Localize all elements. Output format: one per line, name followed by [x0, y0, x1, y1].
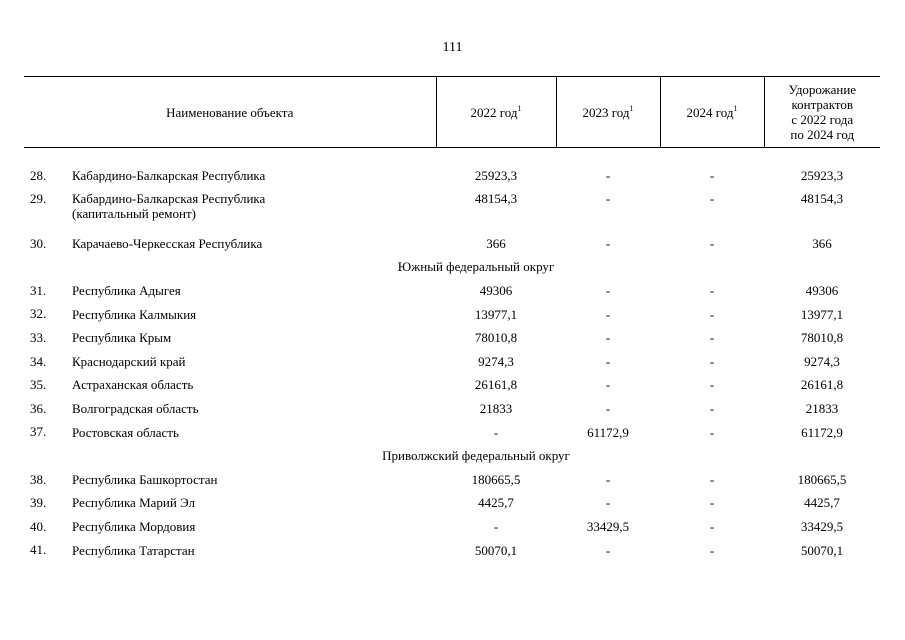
row-number: 33. — [30, 329, 47, 345]
value-y2024: - — [709, 283, 715, 299]
value-y2023: - — [605, 353, 611, 369]
value-total: 61172,9 — [801, 424, 843, 440]
column-header-total: Удорожание контрактов с 2022 года по 2024 год — [764, 77, 880, 148]
table-row — [24, 164, 880, 188]
object-name: Республика Адыгея — [72, 283, 181, 299]
footnote-mark: 1 — [629, 103, 634, 113]
value-y2023: - — [605, 190, 611, 206]
value-total: 49306 — [805, 283, 839, 299]
value-total: 13977,1 — [800, 306, 844, 322]
value-y2023: - — [605, 401, 611, 417]
value-y2023: - — [605, 283, 611, 299]
value-y2022: 21833 — [479, 401, 513, 417]
object-name-cell — [24, 164, 436, 188]
value-y2024: - — [709, 542, 715, 558]
column-header-name: Наименование объекта — [24, 77, 436, 148]
section-title: Приволжский федеральный округ — [382, 448, 570, 464]
page-number: 111 — [442, 40, 463, 55]
object-name: Ростовская область — [72, 424, 179, 440]
table-row — [24, 326, 880, 350]
object-name-cell — [24, 491, 436, 515]
object-name-cell — [24, 420, 436, 444]
column-header-2023: 2023 год$^1$ — [556, 77, 660, 148]
value-total: 4425,7 — [804, 495, 840, 511]
value-y2024: - — [709, 330, 715, 346]
row-number: 28. — [30, 168, 47, 183]
value-total: 26161,8 — [800, 377, 844, 393]
value-y2024: - — [709, 424, 715, 440]
footnote-mark: 1 — [733, 103, 738, 113]
value-total: 21833 — [805, 401, 839, 417]
object-name: Республика Калмыкия — [72, 306, 197, 322]
object-name: Республика Мордовия — [72, 519, 196, 535]
value-y2023: 33429,5 — [586, 519, 630, 535]
value-total: 50070,1 — [800, 542, 844, 558]
table-row — [24, 397, 880, 421]
row-number: 30. — [30, 235, 47, 251]
value-y2022: 180665,5 — [471, 471, 521, 487]
value-y2022: 13977,1 — [474, 306, 518, 322]
object-name: Республика Башкортостан — [72, 471, 218, 487]
object-name-cell — [24, 515, 436, 539]
object-name-cell — [24, 397, 436, 421]
object-name-cell — [24, 279, 436, 303]
table-body — [24, 148, 880, 562]
object-name: Кабардино-Балкарская Республика — [72, 168, 266, 184]
object-name-cell — [24, 538, 436, 562]
table-row — [24, 232, 880, 256]
row-number: 39. — [30, 495, 47, 511]
value-total: 78010,8 — [800, 330, 844, 346]
value-y2024: - — [709, 401, 715, 417]
object-name-cell — [24, 350, 436, 374]
value-y2024: - — [709, 519, 715, 535]
value-y2024: - — [709, 495, 715, 511]
row-number: 40. — [30, 518, 47, 534]
value-y2024: - — [709, 235, 715, 251]
value-y2023: 61172,9 — [587, 424, 629, 440]
value-y2023: - — [605, 542, 611, 558]
value-y2024: - — [709, 190, 715, 206]
table-row — [24, 420, 880, 444]
row-number: 32. — [30, 306, 47, 322]
table-row — [24, 515, 880, 539]
value-y2023: - — [605, 235, 611, 251]
value-y2023: - — [605, 471, 611, 487]
object-name-cell — [24, 373, 436, 397]
table-row — [24, 188, 880, 232]
table-row — [24, 302, 880, 326]
table-header — [24, 77, 880, 148]
value-y2022: 366 — [486, 235, 506, 251]
object-name: Волгоградская область — [72, 401, 199, 417]
value-y2022: 48154,3 — [474, 190, 518, 206]
value-y2022: 50070,1 — [474, 542, 518, 558]
value-y2022: 49306 — [479, 283, 513, 299]
object-name: Краснодарский край — [72, 353, 186, 369]
object-name: Кабардино-Балкарская Республика — [72, 190, 266, 206]
value-y2023: - — [605, 330, 611, 346]
value-y2024: - — [709, 353, 715, 369]
value-y2024: - — [709, 471, 715, 487]
table-row — [24, 373, 880, 397]
section-title: Южный федеральный округ — [397, 259, 555, 275]
value-total: 9274,3 — [804, 353, 840, 369]
row-number: 38. — [30, 471, 47, 487]
value-y2022: - — [493, 519, 499, 535]
value-total: 180665,5 — [797, 471, 847, 487]
object-name: Астраханская область — [72, 377, 194, 393]
table-row — [24, 538, 880, 562]
value-y2022: 9274,3 — [478, 353, 514, 369]
value-y2023: - — [605, 168, 611, 184]
table-row — [24, 279, 880, 303]
row-number: 34. — [30, 353, 47, 369]
section-row — [24, 444, 880, 468]
object-name-cell — [24, 188, 436, 232]
table-row — [24, 491, 880, 515]
object-name: Карачаево-Черкесская Республика — [72, 235, 263, 251]
row-number: 31. — [30, 282, 47, 298]
object-name-cell — [24, 232, 436, 256]
column-header-2024: 2024 год$^1$ — [660, 77, 764, 148]
value-y2023: - — [605, 377, 611, 393]
row-number: 35. — [30, 377, 47, 393]
table-row — [24, 468, 880, 492]
row-number: 41. — [30, 542, 47, 558]
value-y2023: - — [605, 306, 611, 322]
object-name: Республика Татарстан — [72, 542, 195, 558]
value-y2024: - — [709, 306, 715, 322]
value-y2022: - — [493, 424, 499, 440]
table-row — [24, 350, 880, 374]
footnote-mark: 1 — [517, 103, 522, 113]
object-name: Республика Марий Эл — [72, 495, 195, 511]
expense-table — [24, 76, 880, 562]
row-number: 36. — [30, 400, 47, 416]
value-total: 33429,5 — [800, 519, 844, 535]
value-y2024: - — [709, 168, 715, 184]
value-total: 48154,3 — [800, 190, 844, 206]
row-number: 29. — [30, 190, 47, 206]
value-total: 25923,3 — [800, 168, 844, 184]
object-name-cell — [24, 302, 436, 326]
value-total: 366 — [812, 235, 832, 251]
value-y2023: - — [605, 495, 611, 511]
section-row — [24, 255, 880, 279]
value-y2022: 25923,3 — [474, 168, 518, 184]
value-y2022: 78010,8 — [474, 330, 518, 346]
row-number: 37. — [30, 424, 47, 440]
object-name-cell — [24, 326, 436, 350]
object-name-cell — [24, 468, 436, 492]
object-name-note: (капитальный ремонт) — [72, 205, 196, 221]
value-y2024: - — [709, 377, 715, 393]
object-name: Республика Крым — [72, 330, 172, 346]
value-y2022: 26161,8 — [474, 377, 518, 393]
column-header-2022: 2022 год$^1$ — [436, 77, 556, 148]
value-y2022: 4425,7 — [478, 495, 514, 511]
